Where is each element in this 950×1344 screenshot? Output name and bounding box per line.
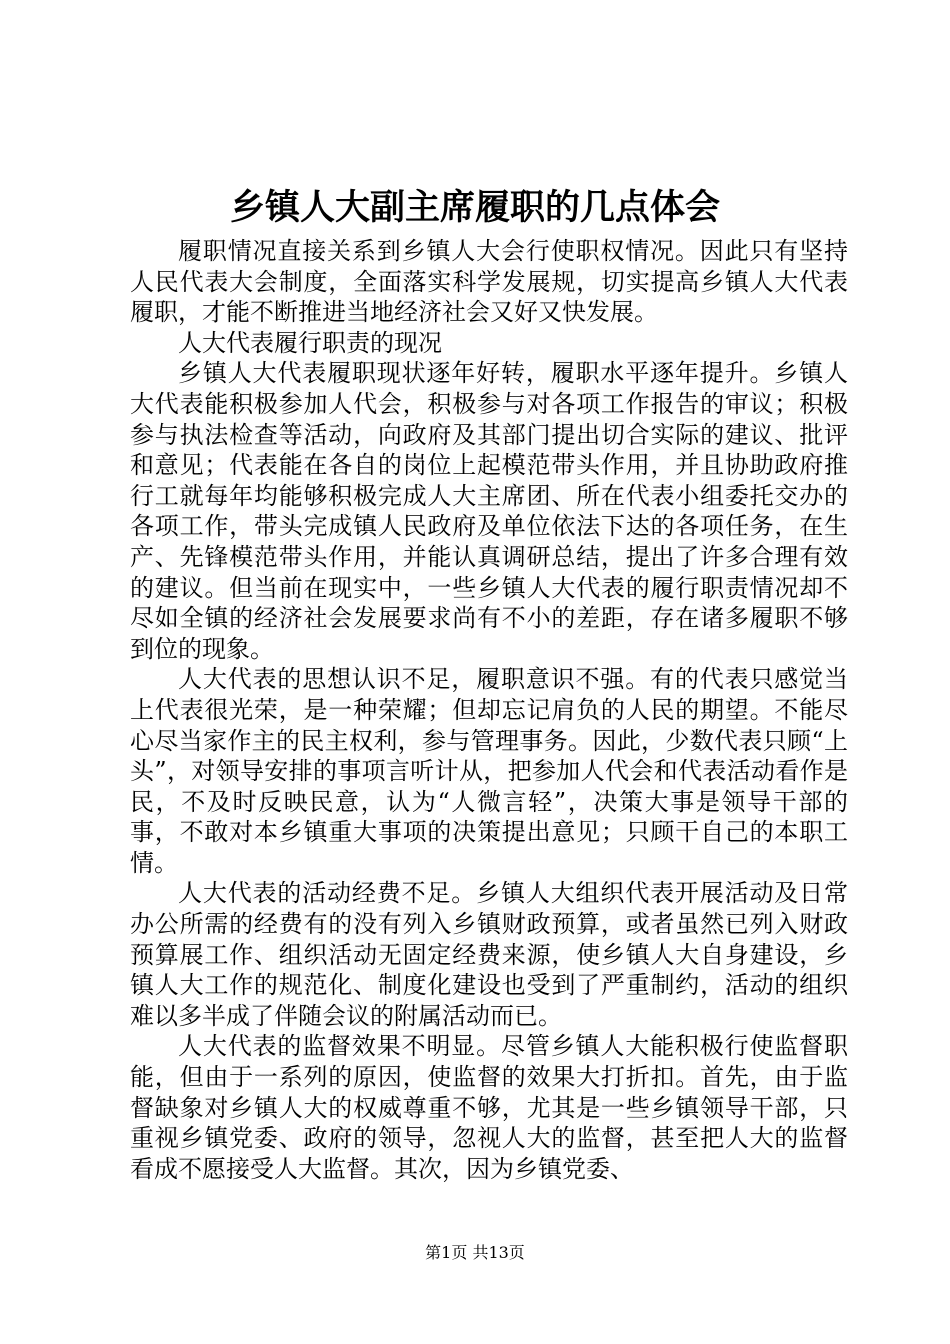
section-heading: 人大代表履行职责的现况 xyxy=(178,328,442,357)
document-body xyxy=(130,236,848,1184)
document-title: 乡镇人大副主席履职的几点体会 xyxy=(229,187,720,228)
paragraph: 履职情况直接关系到乡镇人大会行使职权情况。因此只有坚持人民代表大会制度，全面落实科学发展规，切实提高乡镇人大代表履职，才能不断推进当地经济社会又好又快发展。 xyxy=(130,237,848,327)
paragraph: 人大代表的思想认识不足，履职意识不强。有的代表只感觉当上代表很光荣，是一种荣耀；但却忘记肩负的人民的期望。不能尽心尽当家作主的民主权利，参与管理事务。因此，少数代表只顾“上头”，对领导安排的事项言听计从，把参加人代会和代表活动看作是民，不及时反映民意，认为“人微言轻”，决策大事是领导干部的事，不敢对本乡镇重大事项的决策提出意见；只顾干自己的本职工情。 xyxy=(130,665,848,877)
paragraph: 人大代表的监督效果不明显。尽管乡镇人大能积极行使监督职能，但由于一系列的原因，使监督的效果大打折扣。首先，由于监督缺象对乡镇人大的权威尊重不够，尤其是一些乡镇领导干部，只重视乡镇党委、政府的领导，忽视人大的监督，甚至把人大的监督看成不愿接受人大监督。其次，因为乡镇党委、 xyxy=(130,1032,848,1183)
paragraph: 乡镇人大代表履职现状逐年好转，履职水平逐年提升。乡镇人大代表能积极参加人代会，积极参与对各项工作报告的审议；积极参与执法检查等活动，向政府及其部门提出切合实际的建议、批评和意见；代表能在各自的岗位上起模范带头作用，并且协助政府推行工就每年均能够积极完成人大主席团、所在代表小组委托交办的各项工作，带头完成镇人民政府及单位依法下达的各项任务，在生产、先锋模范带头作用，并能认真调研总结，提出了许多合理有效的建议。但当前在现实中，一些乡镇人大代表的履行职责情况却不尽如全镇的经济社会发展要求尚有不小的差距，存在诸多履职不够到位的现象。 xyxy=(130,359,848,663)
paragraph: 人大代表的活动经费不足。乡镇人大组织代表开展活动及日常办公所需的经费有的没有列入乡镇财政预算，或者虽然已列入财政预算展工作、组织活动无固定经费来源，使乡镇人大自身建设，乡镇人大工作的规范化、制度化建设也受到了严重制约，活动的组织难以多半成了伴随会议的附属活动而已。 xyxy=(130,879,848,1030)
page-number-footer: 第1页 共13页 xyxy=(425,1243,525,1262)
